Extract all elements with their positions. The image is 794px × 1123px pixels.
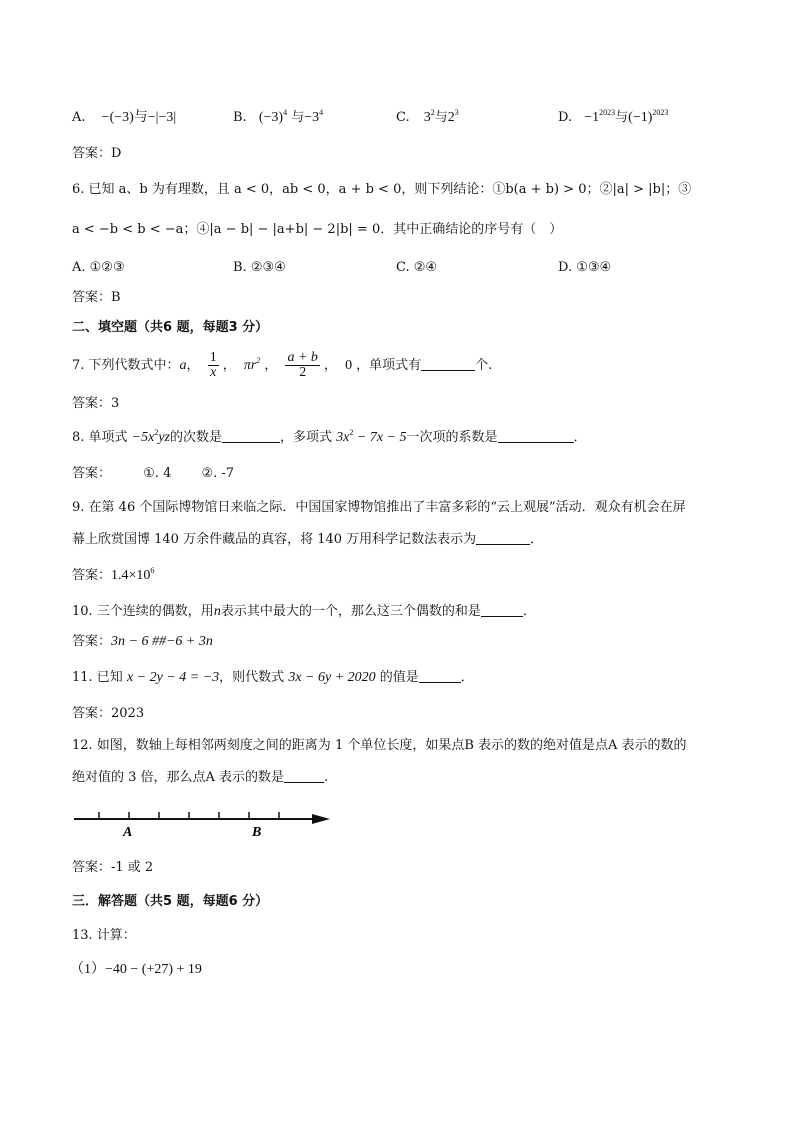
q10-text: 10. 三个连续的偶数，用 — [72, 604, 214, 619]
fraction-denominator: 2 — [299, 365, 307, 380]
q9-answer — [72, 566, 154, 586]
option-label: C. — [396, 110, 410, 125]
answer-label: 答案： — [72, 466, 112, 481]
q8-text: ，多项式 — [280, 430, 337, 445]
q6-stem-line1: 6. 已知 a、b 为有理数，且 a < 0，ab < 0，a + b < 0，则下列结论：①b(a + b) > 0；②|a| > |b|；③ — [72, 182, 692, 197]
expr-exponent: 2023 — [599, 108, 616, 117]
expr-exponent: 4 — [319, 108, 324, 117]
q8-stem — [72, 428, 587, 448]
q7-fraction-a-plus-b-over-2 — [285, 351, 319, 380]
connector: 与 — [615, 110, 629, 125]
q7-term-zero: 0 — [345, 358, 353, 373]
section-heading-solutions: 三．解答题（共5 题，每题6 分） — [72, 894, 269, 909]
q11-stem — [72, 668, 474, 688]
q7-suffix: ，单项式有 — [356, 358, 422, 373]
q8-monomial: −5x — [131, 430, 155, 445]
number-line-ticks — [99, 812, 279, 819]
option-label: B. — [233, 110, 247, 125]
q11-text: 11. 已知 — [72, 670, 127, 685]
q6-stem-line2: a < −b < b < −a；④|a − b| − |a+b| − 2|b| = 0．其中正确结论的序号有（ ） — [72, 222, 563, 237]
expr-exponent: 2 — [154, 428, 159, 437]
q6-answer: 答案：B — [72, 290, 121, 305]
q5-option-b — [233, 108, 323, 128]
q7-prefix: 7. 下列代数式中： — [72, 358, 180, 373]
answer-label: 答案： — [72, 568, 112, 583]
q11-end: ． — [460, 670, 474, 685]
expr-base: 2 — [447, 110, 455, 125]
expr-base: (−1) — [628, 110, 653, 125]
q12-text: 绝对值的 3 倍，那么点A 表示的数是 — [72, 770, 285, 785]
q10-answer — [72, 632, 213, 652]
fraction-numerator: 1 — [209, 350, 217, 365]
q6-option-b: B. ②③④ — [233, 260, 286, 275]
number-line-figure — [72, 804, 334, 844]
q9-stem-line2 — [72, 530, 543, 550]
q8-text: 一次项的系数是 — [406, 430, 498, 445]
q9-end: ． — [530, 532, 544, 547]
expr-base: (−3) — [258, 110, 284, 125]
q7-answer-blank[interactable] — [421, 356, 475, 371]
q8-answer-blank-1[interactable] — [222, 428, 280, 443]
q10-answer-expression: 3n − 6 ##−6 + 3n — [111, 634, 213, 649]
q10-answer-blank[interactable] — [481, 602, 523, 617]
q10-text: 表示其中最大的一个，那么这三个偶数的和是 — [220, 604, 481, 619]
q7-fraction-1-over-x — [208, 351, 219, 380]
q7-term-pi-r: πr — [243, 358, 257, 373]
q11-equation: x − 2y − 4 = −3 — [126, 670, 220, 685]
q13-expression-1: （1）−40 − (+27) + 19 — [70, 962, 202, 977]
expr-exponent: 2023 — [652, 108, 669, 117]
fraction-denominator: x — [210, 365, 217, 380]
q8-answer — [72, 464, 234, 484]
q10-stem — [72, 602, 536, 622]
q7-stem — [72, 346, 492, 386]
q11-text: 的值是 — [375, 670, 419, 685]
separator: ， — [222, 358, 236, 373]
q11-text: ，则代数式 — [219, 670, 289, 685]
q6-option-a: A. ①②③ — [72, 260, 125, 275]
q8-answer-2: ②. -7 — [201, 466, 235, 481]
separator: ， — [186, 358, 200, 373]
q12-answer: 答案：-1 或 2 — [72, 860, 154, 875]
q10-end: ． — [522, 604, 536, 619]
fraction-numerator: a + b — [287, 350, 318, 365]
q8-polynomial: 3x — [336, 430, 350, 445]
q5-option-c — [396, 108, 459, 128]
expr-exponent: 6 — [150, 566, 155, 575]
q9-answer-base: 1.4×10 — [111, 568, 151, 583]
q8-polynomial-tail: − 7x − 5 — [353, 430, 407, 445]
point-b-label: B — [252, 825, 262, 840]
q8-prefix: 8. 单项式 — [72, 430, 132, 445]
q9-answer-blank[interactable] — [476, 530, 530, 545]
separator: ， — [323, 358, 337, 373]
q9-text: 幕上欣赏国博 140 万余件藏品的真容，将 140 万用科学记数法表示为 — [72, 532, 477, 547]
q8-end: ． — [573, 430, 587, 445]
q6-option-d: D. ①③④ — [558, 260, 612, 275]
point-a-label: A — [123, 825, 133, 840]
expr-exponent: 3 — [454, 108, 459, 117]
separator: ， — [264, 358, 278, 373]
expr-exponent: 2 — [430, 108, 435, 117]
q8-answer-blank-2[interactable] — [498, 428, 574, 443]
expr-exponent: 2 — [256, 356, 261, 365]
expr-base: −1 — [584, 110, 600, 125]
q11-answer-blank[interactable] — [419, 668, 461, 683]
q11-expression: 3x − 6y + 2020 — [288, 670, 376, 685]
option-label: D. — [558, 110, 573, 125]
q6-option-c: C. ②④ — [396, 260, 438, 275]
expr-exponent: 2 — [349, 428, 354, 437]
section-heading-fill-in: 二、填空题（共6 题，每题3 分） — [72, 320, 269, 335]
q7-suffix-end: 个. — [475, 358, 493, 373]
q12-stem-line1: 12. 如图，数轴上每相邻两刻度之间的距离为 1 个单位长度，如果点B 表示的数的绝对值是点A 表示的数的 — [72, 738, 687, 753]
q13-subquestion-1 — [70, 960, 202, 980]
q7-answer: 答案：3 — [72, 396, 120, 411]
connector: 与 — [434, 110, 448, 125]
q12-answer-blank[interactable] — [284, 768, 324, 783]
q10-variable-n: n — [213, 604, 221, 619]
answer-label: 答案： — [72, 634, 112, 649]
number-line-arrow-icon — [312, 814, 330, 824]
q5-answer: 答案：D — [72, 146, 122, 161]
expr-exponent: 4 — [283, 108, 288, 117]
expr-base: −3 — [304, 110, 320, 125]
q13-title: 13. 计算： — [72, 928, 136, 943]
q12-stem-line2 — [72, 768, 328, 788]
q12-end: . — [324, 770, 329, 785]
q9-stem-line1: 9. 在第 46 个国际博物馆日来临之际．中国国家博物馆推出了丰富多彩的“云上观展”活动．观众有机会在屏 — [72, 500, 686, 515]
q8-text: 的次数是 — [170, 430, 223, 445]
connector: 与 — [287, 110, 305, 125]
q11-answer: 答案：2023 — [72, 706, 145, 721]
q5-option-a — [72, 108, 176, 128]
q8-answer-1: ①. 4 — [143, 466, 172, 481]
option-label: A. — [72, 110, 86, 125]
q5-option-d — [558, 108, 668, 128]
option-expression: −(−3)与−|−3| — [101, 110, 177, 125]
expr-base: 3 — [423, 110, 431, 125]
q8-monomial-tail: yz — [158, 430, 171, 445]
q7-term-a: a — [179, 358, 187, 373]
